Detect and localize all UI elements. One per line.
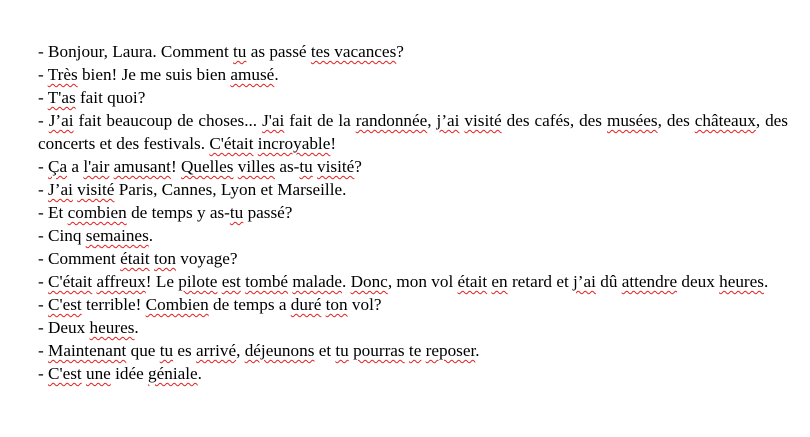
line-text: Paris, Cannes, Lyon et Marseille. [114,180,347,199]
line-text: ? [396,42,404,61]
spellcheck-flagged-word: heures [719,272,764,291]
spellcheck-flagged-word: reposer [425,341,476,360]
line-text: - [38,111,49,130]
dialogue-line [38,178,788,201]
dialogue-line [38,40,788,63]
line-text: - [38,295,49,314]
spellcheck-flagged-word: malade [292,272,342,291]
spellcheck-flagged-word: tu [233,42,247,61]
spellcheck-flagged-word: musées [606,111,658,130]
spellcheck-flagged-word: Maintenant [48,341,127,360]
spellcheck-flagged-word: J’ai [48,111,74,130]
spellcheck-flagged-word: C'est [48,295,82,314]
line-text: - Et [38,203,68,222]
spellcheck-flagged-word: tu [335,341,349,360]
spellcheck-flagged-word: amusé [230,65,275,84]
spellcheck-flagged-word: arrivé [196,341,237,360]
spellcheck-flagged-word: J'ai [262,111,285,130]
spellcheck-flagged-word: attendre [621,272,678,291]
spellcheck-flagged-word: Très [47,65,78,84]
spellcheck-flagged-word: heures [89,318,135,337]
line-text: vol? [347,295,382,314]
spellcheck-flagged-word: duré [290,295,322,314]
spellcheck-flagged-word: C'était [209,134,254,153]
line-text: , des concerts et des festivals. [38,111,788,153]
line-text: fait de la [284,111,356,130]
spellcheck-flagged-word: combien [67,203,127,222]
spellcheck-flagged-word: l'air [83,157,110,176]
line-text: terrible! [81,295,146,314]
spellcheck-flagged-word: J’ai [48,180,73,199]
dialogue-line [38,155,788,178]
line-text: fait quoi? [75,88,146,107]
line-text: - [38,364,49,383]
line-text: - [38,341,49,360]
line-text: de temps y as- [126,203,230,222]
line-text: as- [275,157,300,176]
line-text: ! [170,157,181,176]
line-text: de temps a [208,295,291,314]
document-body[interactable] [38,40,788,385]
spellcheck-flagged-word: T'as [47,88,76,107]
dialogue-line [38,362,788,385]
line-text: - [38,88,48,107]
line-text: ! Le [145,272,179,291]
spellcheck-flagged-word: te [408,341,422,360]
dialogue-line [38,316,788,339]
spellcheck-flagged-word: pourras [353,341,405,360]
spellcheck-flagged-word: visité [317,157,355,176]
line-text: es [173,341,197,360]
line-text: bien! Je me suis bien [77,65,231,84]
spellcheck-flagged-word: déjeunons [244,341,315,360]
line-text: as passé [246,42,311,61]
spellcheck-flagged-word: géniale [148,364,198,383]
dialogue-line [38,293,788,316]
spellcheck-flagged-word: visité [77,180,115,199]
line-text: . [475,341,480,360]
dialogue-line [38,339,788,362]
spellcheck-flagged-word: ton [154,249,176,268]
spellcheck-flagged-word: Donc [350,272,388,291]
line-text: retard et [507,272,574,291]
spellcheck-flagged-word: était [457,272,488,291]
line-text: . [274,65,279,84]
spellcheck-flagged-word: j’ai [573,272,596,291]
spellcheck-flagged-word: incroyable [257,134,331,153]
spellcheck-flagged-word: tombé [245,272,289,291]
dialogue-line [38,224,788,247]
dialogue-line [38,201,788,224]
line-text: ? [354,157,362,176]
dialogue-line [38,109,788,155]
line-text: fait beaucoup de choses... [73,111,263,130]
line-text: - Comment [38,249,121,268]
line-text: - [38,65,48,84]
line-text: a [67,157,84,176]
dialogue-line [38,63,788,86]
spellcheck-flagged-word: j’ai [436,111,460,130]
spellcheck-flagged-word: villes [237,157,276,176]
spellcheck-flagged-word: amusant [113,157,171,176]
spellcheck-flagged-word: tes vacances [310,42,397,61]
line-text: , mon vol [387,272,458,291]
line-text: et [314,341,336,360]
line-text: ! [330,134,337,153]
spellcheck-flagged-word: tu [159,341,174,360]
dialogue-line [38,270,788,293]
line-text: - [38,272,49,291]
line-text: - [38,180,49,199]
line-text: des cafés, des [501,111,607,130]
line-text: . [134,318,139,337]
dialogue-line [38,86,788,109]
spellcheck-flagged-word: tu [299,157,313,176]
line-text: deux [677,272,720,291]
spellcheck-flagged-word: ton [325,295,348,314]
spellcheck-flagged-word: tu [229,203,244,222]
line-text: . [341,272,351,291]
spellcheck-flagged-word: C'était [48,272,93,291]
line-text: idée [110,364,149,383]
line-text: - Bonjour, Laura. Comment [38,42,234,61]
line-text: , [427,111,437,130]
line-text: que [126,341,160,360]
line-text: - Cinq [38,226,86,245]
spellcheck-flagged-word: visité [464,111,502,130]
line-text: , des [657,111,695,130]
spellcheck-flagged-word: châteaux [694,111,756,130]
spellcheck-flagged-word: en [491,272,508,291]
line-text: , [236,341,245,360]
spellcheck-flagged-word: Combien [145,295,209,314]
spellcheck-flagged-word: était [120,249,150,268]
line-text: . [197,364,202,383]
line-text: dû [595,272,622,291]
line-text: voyage? [175,249,238,268]
spellcheck-flagged-word: semaines [85,226,149,245]
dialogue-line [38,247,788,270]
spellcheck-flagged-word: pilote [178,272,218,291]
spellcheck-flagged-word: est [221,272,241,291]
spellcheck-flagged-word: affreux [96,272,146,291]
spellcheck-flagged-word: une [85,364,111,383]
line-text: - Deux [38,318,90,337]
spellcheck-flagged-word: C'est [48,364,82,383]
spellcheck-flagged-word: randonnée [355,111,428,130]
spellcheck-flagged-word: Quelles [180,157,234,176]
line-text: . [148,226,154,245]
line-text: - [38,157,49,176]
spellcheck-flagged-word: Ça [48,157,68,176]
line-text: passé? [243,203,293,222]
line-text: . [763,272,769,291]
